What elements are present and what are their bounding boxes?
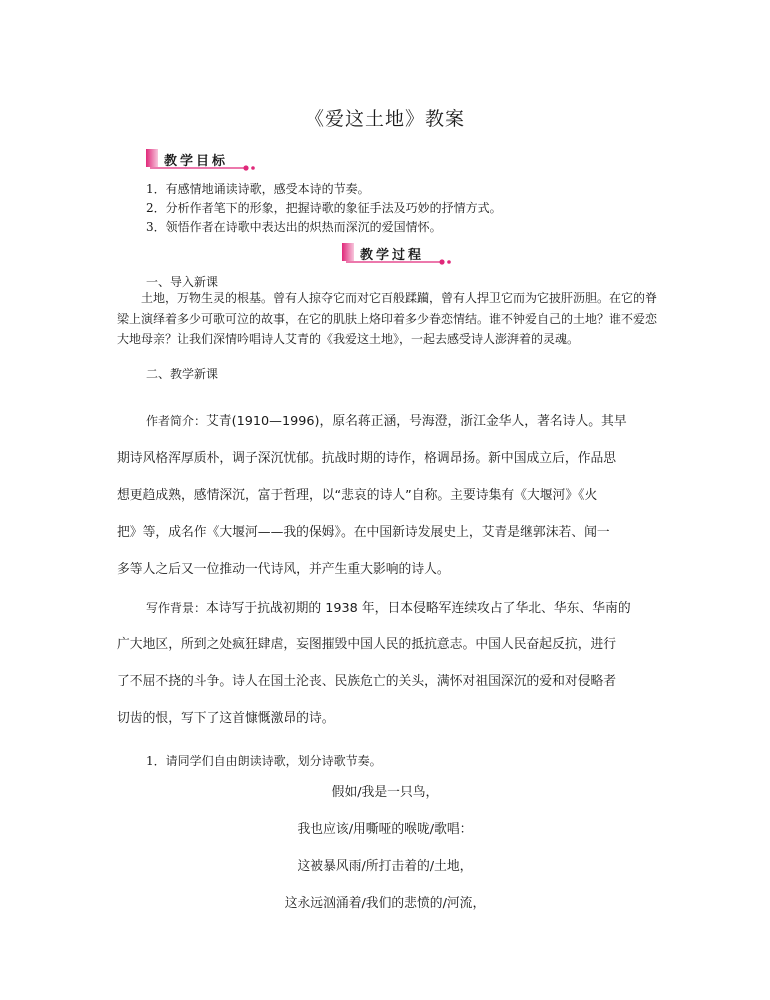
background-line: 广大地区，所到之处疯狂肆虐，妄图摧毁中国人民的抵抗意志。中国人民奋起反抗，进行 xyxy=(117,637,617,652)
author-line: 期诗风格浑厚质朴，调子深沉忧郁。抗战时期的诗作，格调昂扬。新中国成立后，作品思 xyxy=(117,451,617,466)
background-line: 切齿的恨，写下了这首慷慨激昂的诗。 xyxy=(117,711,335,726)
document-title: 《爱这土地》教案 xyxy=(304,108,465,130)
poem-line: 假如/我是一只鸟， xyxy=(331,785,439,800)
author-label: 作者简介： xyxy=(146,414,207,428)
section-heading: 二、教学新课 xyxy=(146,367,219,381)
intro-paragraph xyxy=(117,288,657,350)
poem-line: 这永远汹涌着/我们的悲愤的/河流， xyxy=(284,896,486,911)
background-line: 了不屈不挠的斗争。诗人在国土沦丧、民族危亡的关头，满怀对祖国深沉的爱和对侵略者 xyxy=(117,674,617,689)
author-line: 想更趋成熟，感情深沉，富于哲理，以“悲哀的诗人”自称。主要诗集有《大堰河》《火 xyxy=(117,488,598,503)
goal-item: 1．有感情地诵读诗歌，感受本诗的节奏。 xyxy=(146,182,370,196)
section-heading: 一、导入新课 xyxy=(146,275,219,289)
background-text: 本诗写于抗战初期的 1938 年，日本侵略军连续攻占了华北、华东、华南的 xyxy=(206,601,631,616)
background-line xyxy=(146,597,691,616)
goal-item: 2．分析作者笔下的形象，把握诗歌的象征手法及巧妙的抒情方式。 xyxy=(146,201,502,215)
author-line: 多等人之后又一位推动一代诗风，并产生重大影响的诗人。 xyxy=(117,562,450,577)
section-banner-process xyxy=(342,241,454,267)
banner-label: 教学过程 xyxy=(360,248,425,263)
background-label: 写作背景： xyxy=(146,601,207,615)
poem-line: 这被暴风雨/所打击着的/土地， xyxy=(297,859,473,874)
banner-label: 教学目标 xyxy=(164,154,229,169)
goal-item: 3．领悟作者在诗歌中表达出的炽热而深沉的爱国情怀。 xyxy=(146,220,442,234)
poem-line: 我也应该/用嘶哑的喉咙/歌唱： xyxy=(297,822,473,837)
task-item: 1．请同学们自由朗读诗歌，划分诗歌节奏。 xyxy=(146,754,382,768)
author-text: 艾青(1910—1996)，原名蒋正涵，号海澄，浙江金华人，著名诗人。其早 xyxy=(206,414,627,429)
section-banner-goals xyxy=(146,147,258,173)
author-line xyxy=(146,410,691,429)
author-line: 把》等，成名作《大堰河——我的保姆》。在中国新诗发展史上，艾青是继郭沫若、闻一 xyxy=(117,525,610,540)
intro-text: 土地，万物生灵的根基。曾有人掠夺它而对它百般蹂躏，曾有人捍卫它而为它披肝沥胆。在它的脊梁上演绎着多少可歌可泣的故事，在它的肌肤上烙印着多少眷恋情结。谁不钟爱自己的土地？谁不爱恋大地母亲？让我们深情吟唱诗人艾青的《我爱这土地》，一起去感受诗人澎湃着的灵魂。 xyxy=(117,291,658,346)
